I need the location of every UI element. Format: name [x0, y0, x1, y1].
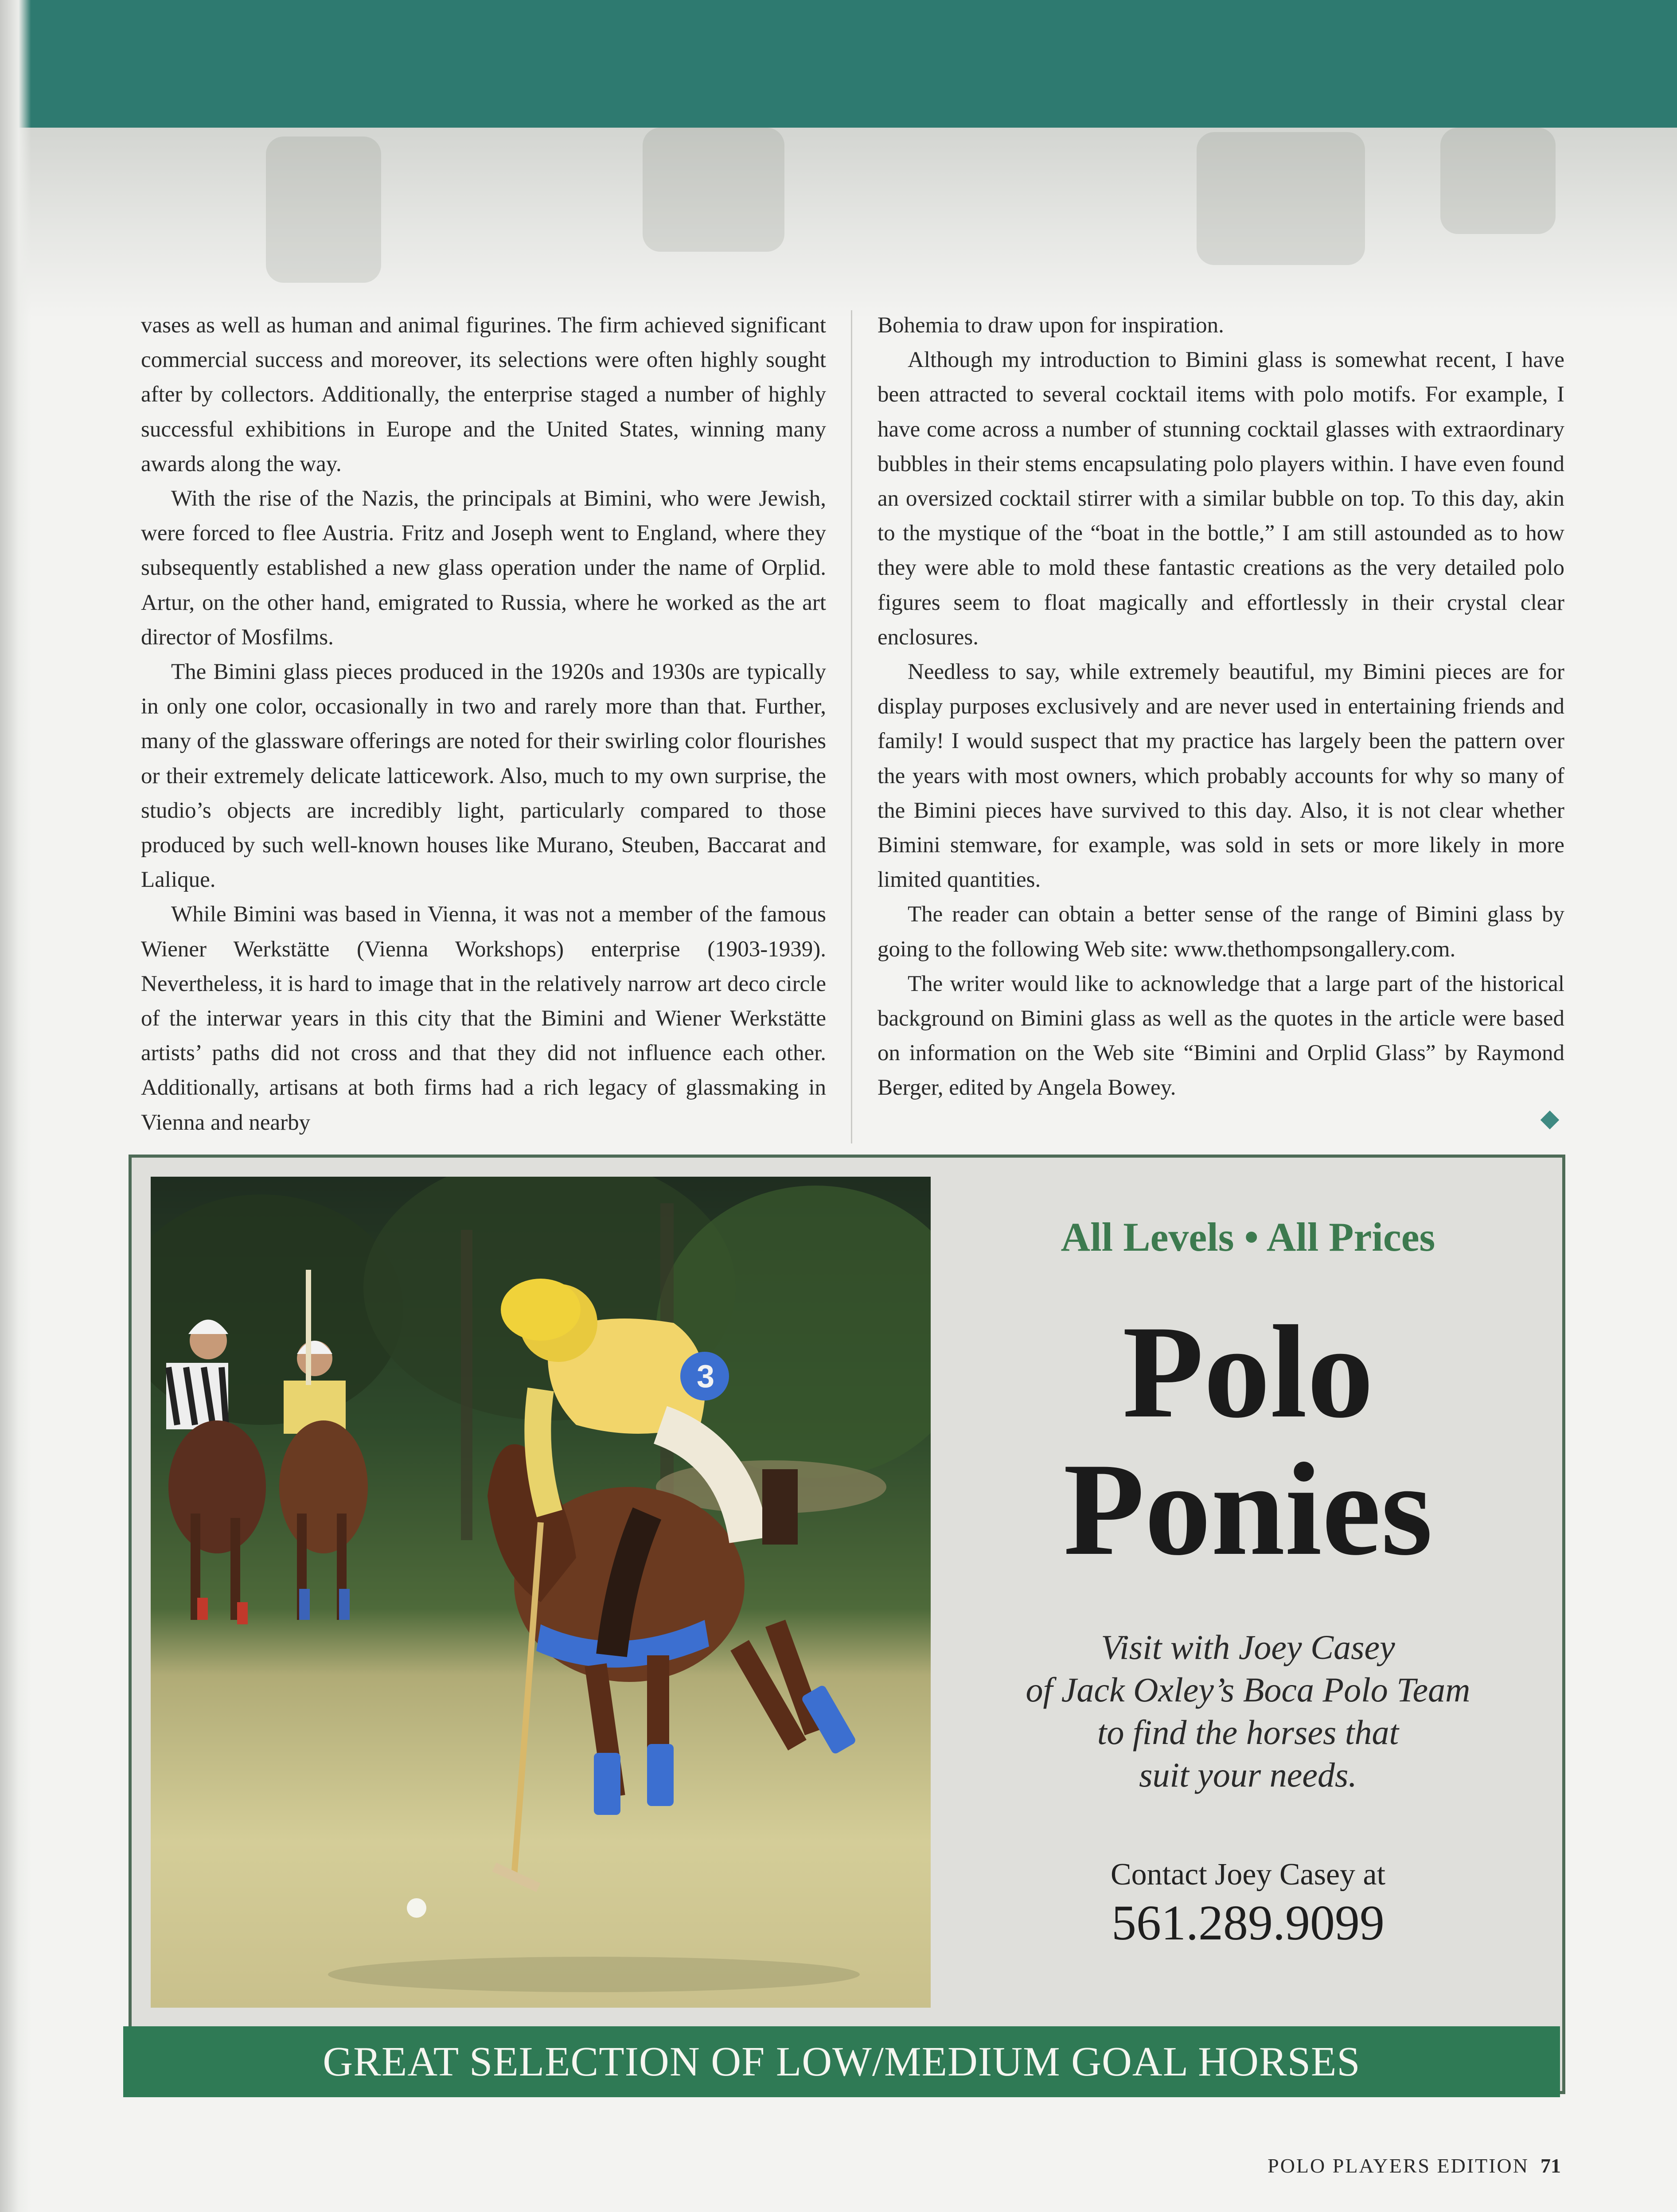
ad-body-line: of Jack Oxley’s Boca Polo Team: [1026, 1670, 1470, 1709]
ad-body-line: Visit with Joey Casey: [1101, 1628, 1395, 1666]
page-number: 71: [1540, 2154, 1561, 2177]
binding-gutter: [0, 0, 31, 2212]
polo-ball: [407, 1898, 426, 1918]
ad-banner: GREAT SELECTION OF LOW/MEDIUM GOAL HORSES: [123, 2026, 1560, 2097]
article-column-right: [878, 308, 1564, 1105]
article-paragraph: While Bimini was based in Vienna, it was not a member of the famous Wiener Werkstätte (Vienna Workshops) enterprise (1903-1939). Nevertheless, it is hard to image that in the relatively narrow art deco circle of the interwar years in this city that the Bimini and Wiener Werkstätte artists’ paths did not cross and that they did not influence each other. Additionally, artisans at both firms had a rich legacy of glassmaking in Vienna and nearby: [141, 902, 826, 1135]
ad-title-ponies: Ponies: [1063, 1436, 1433, 1583]
ad-contact-label: Contact Joey Casey at: [1110, 1857, 1386, 1892]
article-paragraph: Although my introduction to Bimini glass is somewhat recent, I have been attracted to several cocktail items with polo motifs. For example, I have come across a number of stunning cocktail glasses with extraordinary bubbles in their stems encapsulating polo players within. I have even found an oversized cocktail stirrer with a similar bubble on top. To this day, akin to the mystique of the “boat in the bottle,” I am still astounded as to how they were able to mold these fantastic creations as the very detailed polo figures seem to float magically and effortlessly in their crystal clear enclosures.: [878, 347, 1564, 650]
header-color-band: [0, 0, 1677, 128]
ad-title-polo: Polo: [1122, 1298, 1374, 1445]
faded-header-photo: [0, 128, 1677, 318]
ad-tagline: All Levels • All Prices: [1061, 1214, 1435, 1260]
article-paragraph: Needless to say, while extremely beautiful, my Bimini pieces are for display purposes exclusively and are never used in entertaining friends and family! I would suspect that my practice has largely been the pattern over the years with most owners, which probably accounts for why so many of the Bimini pieces have survived to this day. Also, it is not clear whether Bimini stemware, for example, was sold in sets or more likely in more limited quantities.: [878, 659, 1564, 893]
polo-match-photo: [151, 1177, 931, 2008]
ad-body-line: suit your needs.: [1139, 1756, 1357, 1794]
ad-phone-number: 561.289.9099: [1112, 1896, 1384, 1951]
ad-body-line: to find the horses that: [1097, 1713, 1399, 1752]
article-paragraph: The Bimini glass pieces produced in the 1920s and 1930s are typically in only one color, occasionally in two and rarely more than that. Further, many of the glassware offerings are noted for their swirling color flourishes or their extremely delicate latticework. Also, much to my own surprise, the studio’s objects are incredibly light, particularly compared to those produced by such well-known houses like Murano, Steuben, Baccarat and Lalique.: [141, 659, 826, 893]
article-paragraph: Bohemia to draw upon for inspiration.: [878, 313, 1224, 338]
page-folio: [1268, 2154, 1561, 2177]
article-paragraph: The reader can obtain a better sense of the range of Bimini glass by going to the following Web site: www.thethompsongallery.com.: [878, 902, 1564, 962]
article-end-diamond-icon: [1540, 1111, 1559, 1129]
publication-name: POLO PLAYERS EDITION: [1268, 2154, 1529, 2177]
article-column-left: [141, 308, 826, 1140]
jersey-number: 3: [697, 1359, 715, 1394]
article-paragraph: vases as well as human and animal figurines. The firm achieved significant commercial success and moreover, its selections were often highly sought after by collectors. Additionally, the enterprise staged a number of highly successful exhibitions in Europe and the United States, winning many awards along the way.: [141, 313, 826, 476]
article-paragraph: With the rise of the Nazis, the principals at Bimini, who were Jewish, were forced to flee Austria. Fritz and Joseph went to England, where they subsequently established a new glass operation under the name of Orplid. Artur, on the other hand, emigrated to Russia, where he worked as the art director of Mosfilms.: [141, 486, 826, 650]
column-divider: [851, 310, 852, 1143]
article-paragraph: The writer would like to acknowledge that a large part of the historical background on Bimini glass as well as the quotes in the article were based on information on the Web site “Bimini and Orplid Glass” by Raymond Berger, edited by Angela Bowey.: [878, 971, 1564, 1100]
